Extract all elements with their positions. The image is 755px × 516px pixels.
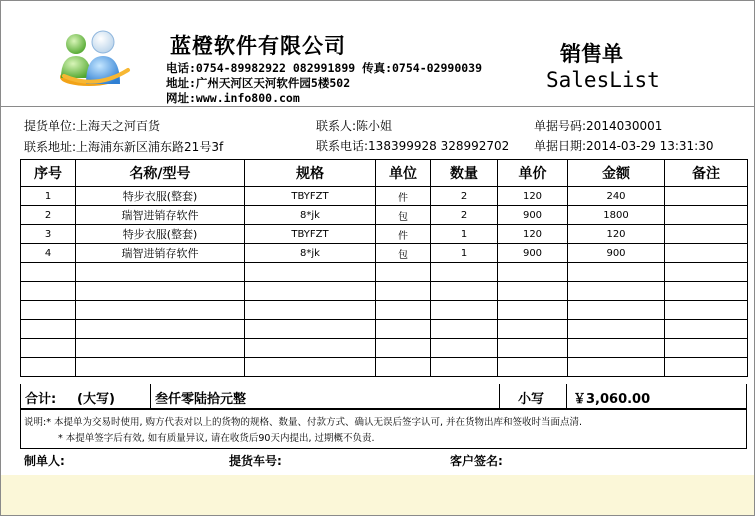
company-name: 蓝橙软件有限公司 (170, 33, 346, 58)
tel-field (316, 137, 509, 154)
table-row-empty (21, 301, 748, 320)
empty-cell (665, 301, 748, 320)
empty-cell (245, 282, 376, 301)
empty-cell (665, 282, 748, 301)
empty-cell (76, 282, 245, 301)
empty-cell (76, 301, 245, 320)
cell-name: 特步衣服(整套) (76, 225, 245, 244)
company-website: 网址:www.info800.com (166, 91, 300, 105)
notes-box (20, 409, 747, 449)
empty-cell (376, 263, 431, 282)
note-line-1: 说明:* 本提单为交易时使用, 购方代表对以上的货物的规格、数量、付款方式、确认无误后签字认可, 并在货物出库和签收时当面点清. (24, 417, 583, 428)
sales-table (20, 159, 748, 377)
empty-cell (665, 320, 748, 339)
cell-price: 900 (498, 244, 568, 263)
tel-value: 138399928 328992702 (368, 139, 510, 153)
col-header-remark: 备注 (665, 160, 748, 187)
total-small-label: 小写 (518, 392, 545, 407)
empty-cell (21, 263, 76, 282)
cell-index: 4 (21, 244, 76, 263)
contact-label: 联系人: (316, 119, 357, 133)
table-row-empty (21, 282, 748, 301)
maker-signature-label: 制单人: (24, 454, 65, 468)
empty-cell (665, 339, 748, 358)
empty-cell (431, 339, 498, 358)
empty-cell (376, 320, 431, 339)
empty-cell (498, 282, 568, 301)
empty-cell (568, 282, 665, 301)
total-label: 合计: (25, 392, 57, 407)
empty-cell (568, 320, 665, 339)
cell-remark (665, 206, 748, 225)
cell-name: 特步衣服(整套) (76, 187, 245, 206)
cell-unit: 件 (376, 225, 431, 244)
total-capital-value: 叁仟零陆拾元整 (155, 392, 247, 407)
empty-cell (245, 339, 376, 358)
empty-cell (76, 320, 245, 339)
col-header-spec: 规格 (245, 160, 376, 187)
table-body (21, 187, 748, 377)
col-header-index: 序号 (21, 160, 76, 187)
customer-signature-label: 客户签名: (450, 454, 503, 468)
total-capital-label: (大写) (77, 392, 115, 407)
col-header-qty: 数量 (431, 160, 498, 187)
empty-cell (21, 320, 76, 339)
company-phone: 电话:0754-89982922 082991899 传真:0754-02990039 (166, 61, 483, 75)
cell-price: 900 (498, 206, 568, 225)
totals-divider (499, 384, 500, 408)
empty-cell (431, 320, 498, 339)
cell-price: 120 (498, 225, 568, 244)
cell-amount: 240 (568, 187, 665, 206)
empty-cell (568, 301, 665, 320)
address-label: 联系地址: (24, 140, 77, 154)
empty-cell (21, 282, 76, 301)
table-row-empty (21, 339, 748, 358)
cell-qty: 2 (431, 187, 498, 206)
company-address: 地址:广州天河区天河软件园5楼502 (166, 76, 351, 90)
address-field (24, 138, 223, 155)
cell-remark (665, 225, 748, 244)
empty-cell (76, 263, 245, 282)
table-row-empty (21, 320, 748, 339)
empty-cell (245, 301, 376, 320)
cell-spec: 8*jk (245, 206, 376, 225)
empty-cell (498, 263, 568, 282)
empty-cell (21, 301, 76, 320)
empty-cell (665, 263, 748, 282)
empty-cell (431, 358, 498, 377)
empty-cell (376, 282, 431, 301)
totals-row (20, 384, 747, 409)
col-header-amount: 金额 (568, 160, 665, 187)
cell-spec: 8*jk (245, 244, 376, 263)
empty-cell (431, 263, 498, 282)
vehicle-number-label: 提货车号: (229, 454, 282, 468)
table-row-empty (21, 358, 748, 377)
contact-field (316, 117, 392, 134)
empty-cell (76, 358, 245, 377)
customer-field (24, 117, 160, 134)
empty-cell (568, 263, 665, 282)
table-row (21, 187, 748, 206)
address-value: 上海浦东新区浦东路21号3f (76, 140, 224, 154)
total-small-value: ￥3,060.00 (573, 392, 651, 407)
cell-unit: 包 (376, 206, 431, 225)
empty-cell (498, 358, 568, 377)
empty-cell (376, 301, 431, 320)
empty-cell (245, 320, 376, 339)
table-header-row (21, 160, 748, 187)
cell-qty: 2 (431, 206, 498, 225)
empty-cell (245, 263, 376, 282)
empty-cell (76, 339, 245, 358)
cell-index: 3 (21, 225, 76, 244)
date-label: 单据日期: (534, 139, 587, 153)
cell-amount: 1800 (568, 206, 665, 225)
empty-cell (498, 301, 568, 320)
empty-cell (665, 358, 748, 377)
empty-cell (21, 358, 76, 377)
empty-cell (498, 320, 568, 339)
doc-no-label: 单据号码: (534, 119, 587, 133)
empty-cell (498, 339, 568, 358)
empty-cell (568, 339, 665, 358)
col-header-name: 名称/型号 (76, 160, 245, 187)
cell-qty: 1 (431, 225, 498, 244)
cell-remark (665, 244, 748, 263)
cell-price: 120 (498, 187, 568, 206)
cell-unit: 包 (376, 244, 431, 263)
date-field (534, 137, 714, 154)
cell-index: 2 (21, 206, 76, 225)
table-row (21, 244, 748, 263)
empty-cell (568, 358, 665, 377)
tel-label: 联系电话: (316, 139, 369, 153)
totals-divider (150, 384, 151, 408)
cell-spec: TBYFZT (245, 225, 376, 244)
table-row-empty (21, 263, 748, 282)
customer-label: 提货单位: (24, 119, 77, 133)
empty-cell (431, 301, 498, 320)
totals-divider (566, 384, 567, 408)
empty-cell (376, 358, 431, 377)
cell-name: 瑞智进销存软件 (76, 206, 245, 225)
header-divider (1, 106, 754, 107)
cell-amount: 120 (568, 225, 665, 244)
bottom-band (1, 475, 754, 515)
note-line-2: * 本提单签字后有效, 如有质量异议, 请在收货后90天内提出, 过期概不负责. (58, 433, 375, 444)
customer-value: 上海天之河百货 (76, 119, 161, 133)
cell-index: 1 (21, 187, 76, 206)
empty-cell (376, 339, 431, 358)
doc-no-field (534, 117, 662, 134)
doc-no-value: 2014030001 (586, 119, 663, 133)
empty-cell (431, 282, 498, 301)
cell-unit: 件 (376, 187, 431, 206)
document-title-en: SalesList (546, 68, 660, 92)
contact-value: 陈小姐 (356, 119, 393, 133)
date-value: 2014-03-29 13:31:30 (586, 139, 714, 153)
table-row (21, 225, 748, 244)
cell-amount: 900 (568, 244, 665, 263)
users-logo-icon (56, 26, 136, 96)
cell-spec: TBYFZT (245, 187, 376, 206)
col-header-price: 单价 (498, 160, 568, 187)
document-title-cn: 销售单 (560, 41, 623, 66)
empty-cell (21, 339, 76, 358)
empty-cell (245, 358, 376, 377)
cell-qty: 1 (431, 244, 498, 263)
table-row (21, 206, 748, 225)
cell-remark (665, 187, 748, 206)
col-header-unit: 单位 (376, 160, 431, 187)
cell-name: 瑞智进销存软件 (76, 244, 245, 263)
